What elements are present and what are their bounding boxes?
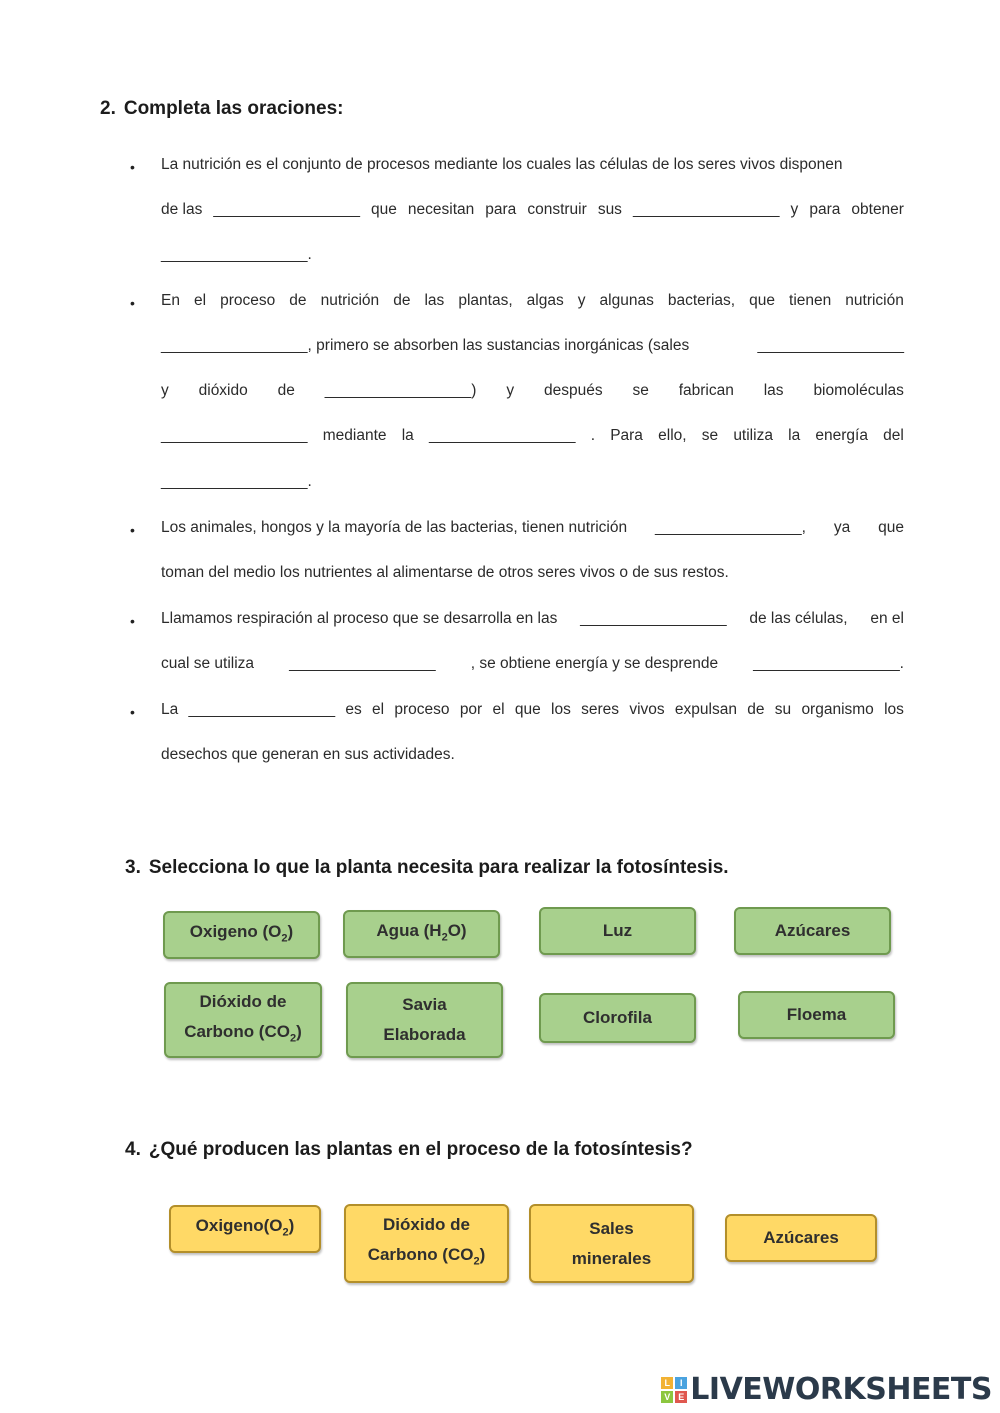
sentence-text: por bbox=[459, 701, 483, 718]
sentence-text: nutrición bbox=[320, 292, 380, 309]
answer-blank[interactable]: _________________ bbox=[188, 701, 336, 718]
section3-option-tile[interactable] bbox=[539, 907, 696, 955]
answer-blank[interactable]: _________________ bbox=[632, 201, 780, 218]
section3-option-tile[interactable] bbox=[346, 982, 503, 1058]
sentence-text: biomoléculas bbox=[813, 382, 904, 399]
answer-blank[interactable]: _________________, primero se absorben las sustancias inorgánicas (sales bbox=[161, 337, 690, 354]
sentence-text: Llamamos respiración al proceso que se desarrolla en las bbox=[161, 610, 558, 627]
sentence-text: tienen bbox=[789, 292, 832, 309]
bullet-3: • bbox=[130, 522, 135, 538]
sentence-text: para bbox=[485, 201, 517, 218]
sentence-text: construir bbox=[527, 201, 587, 218]
sentence-text: ya bbox=[833, 519, 851, 536]
section-2-number: 2. bbox=[100, 98, 116, 119]
sentence-text: necesitan bbox=[407, 201, 475, 218]
sentence-text: en el bbox=[870, 610, 904, 627]
section3-option-tile[interactable] bbox=[539, 993, 696, 1043]
sentence-text: y bbox=[506, 382, 515, 399]
sentence-text: utiliza bbox=[733, 427, 773, 444]
sentence-text: . bbox=[590, 427, 595, 444]
sentence-text: energía bbox=[815, 427, 868, 444]
answer-blank[interactable]: _________________ bbox=[289, 655, 436, 672]
answer-blank[interactable]: _________________. bbox=[161, 473, 312, 490]
answer-blank[interactable]: _________________ bbox=[428, 427, 576, 444]
sentence-text: que bbox=[514, 701, 541, 718]
sentence-text: de bbox=[747, 701, 765, 718]
answer-blank[interactable]: _________________) bbox=[324, 382, 477, 399]
sentence-text: del bbox=[883, 427, 904, 444]
sentence-text: de las células, bbox=[749, 610, 848, 627]
section3-option-tile[interactable] bbox=[164, 982, 322, 1058]
section3-option-tile[interactable] bbox=[163, 911, 320, 959]
sentence-text: después bbox=[543, 382, 603, 399]
tile-label-line1: Oxigeno $(O_2)$ bbox=[189, 921, 294, 945]
sentence-text: de las bbox=[161, 201, 203, 218]
section-3-title bbox=[125, 857, 729, 879]
sentence-line bbox=[161, 518, 904, 538]
sentence-text: , se obtiene energía y se desprende bbox=[470, 655, 719, 672]
section-3-number: 3. bbox=[125, 857, 141, 878]
sentence-text: proceso bbox=[394, 701, 450, 718]
sentence-text: los bbox=[551, 701, 571, 718]
sentence-text: Los animales, hongos y la mayoría de las bacterias, tienen nutrición bbox=[161, 519, 628, 536]
sentence-text: dióxido bbox=[198, 382, 248, 399]
sentence-text: de bbox=[393, 292, 411, 309]
sentence-text: el bbox=[194, 292, 207, 309]
sentence-text: y bbox=[161, 382, 169, 399]
sentence-text: nutrición bbox=[845, 292, 904, 309]
answer-blank[interactable]: _________________ bbox=[757, 337, 904, 354]
sentence-text: bacterias, bbox=[667, 292, 736, 309]
answer-blank[interactable]: _________________. bbox=[753, 655, 904, 672]
sentence-text: es bbox=[345, 701, 362, 718]
bullet-1: • bbox=[130, 159, 135, 175]
sentence-line bbox=[161, 336, 904, 356]
sentence-text: seres bbox=[581, 701, 620, 718]
answer-blank[interactable]: _________________ bbox=[213, 201, 360, 218]
liveworksheets-logo bbox=[661, 1372, 992, 1407]
tile-label-line2: Carbono $(CO_2)$ bbox=[184, 1021, 302, 1045]
sentence-text: En bbox=[161, 292, 180, 309]
sentence-text: cual se utiliza bbox=[161, 655, 255, 672]
sentence-text: algas bbox=[526, 292, 564, 309]
sentence-text: proceso bbox=[220, 292, 276, 309]
section-4-title-text: ¿Qué producen las plantas en el proceso de la fotosíntesis? bbox=[148, 1139, 693, 1160]
sentence-text: mediante bbox=[322, 427, 387, 444]
section-2-title-text: Completa las oraciones: bbox=[123, 98, 344, 119]
sentence-line bbox=[161, 426, 904, 446]
sentence-text: toman del medio los nutrientes al alimentarse de otros seres vivos o de sus restos. bbox=[161, 564, 729, 581]
sentence-text: desechos que generan en sus actividades. bbox=[161, 746, 455, 763]
sentence-text: se bbox=[701, 427, 719, 444]
tile-label-line1: Dióxido de bbox=[383, 1215, 470, 1235]
tile-label-line1: Dióxido de bbox=[199, 991, 287, 1011]
answer-blank[interactable]: _________________ bbox=[580, 610, 727, 627]
tile-label-line2: Elaborada bbox=[383, 1025, 466, 1044]
tile-label-line1: Savia bbox=[402, 995, 447, 1014]
section-2-title bbox=[100, 98, 343, 120]
answer-blank[interactable]: _________________, bbox=[655, 519, 806, 536]
sentence-text: expulsan bbox=[674, 701, 737, 718]
tile-label-line1: Floema bbox=[786, 1005, 847, 1024]
tile-label-line2: Carbono $(CO_2)$ bbox=[367, 1245, 486, 1268]
tile-label-line1: $Oxigeno(O_2)$ bbox=[195, 1215, 295, 1239]
sentence-text: se bbox=[632, 382, 649, 399]
sentence-text: su bbox=[774, 701, 792, 718]
sentence-text: para bbox=[809, 201, 841, 218]
section3-option-tile[interactable] bbox=[738, 991, 895, 1039]
sentence-text: de bbox=[277, 382, 295, 399]
sentence-line bbox=[161, 200, 904, 220]
sentence-line bbox=[161, 155, 904, 175]
section4-option-tile[interactable] bbox=[725, 1214, 877, 1262]
sentence-text: vivos bbox=[629, 701, 665, 718]
tile-label-line1: Azúcares bbox=[774, 921, 851, 940]
sentence-text: los bbox=[884, 701, 904, 718]
logo-mark-icon: L I V E bbox=[661, 1377, 687, 1403]
sentence-text: La nutrición es el conjunto de procesos mediante los cuales las células de los seres vivos disponen bbox=[161, 156, 843, 173]
bullet-4: • bbox=[130, 613, 135, 629]
sentence-text: las bbox=[424, 292, 445, 309]
sentence-line bbox=[161, 563, 904, 583]
tile-label-line2: minerales bbox=[571, 1248, 652, 1268]
sentence-text: algunas bbox=[599, 292, 654, 309]
sentence-line bbox=[161, 472, 904, 492]
tile-label-line1: Luz bbox=[602, 921, 633, 940]
sentence-text: Para bbox=[610, 427, 643, 444]
sentence-line bbox=[161, 291, 904, 311]
bullet-2: • bbox=[130, 295, 135, 311]
sentence-text: la bbox=[788, 427, 801, 444]
section-3-title-text: Selecciona lo que la planta necesita para realizar la fotosíntesis. bbox=[148, 857, 729, 878]
sentence-text: las bbox=[763, 382, 784, 399]
section4-option-tile[interactable] bbox=[529, 1204, 694, 1283]
sentence-text: organismo bbox=[801, 701, 874, 718]
sentence-text: obtener bbox=[851, 201, 904, 218]
sentence-text: La bbox=[161, 701, 179, 718]
sentence-line bbox=[161, 609, 904, 629]
sentence-line bbox=[161, 700, 904, 720]
sentence-text: que bbox=[878, 519, 904, 536]
sentence-line bbox=[161, 654, 904, 674]
section-4-number: 4. bbox=[125, 1139, 141, 1160]
sentence-text: ello, bbox=[658, 427, 687, 444]
section4-option-tile[interactable] bbox=[169, 1205, 321, 1253]
sentence-text: que bbox=[749, 292, 775, 309]
sentence-text: la bbox=[401, 427, 414, 444]
tile-label-line1: Azúcares bbox=[763, 1228, 839, 1247]
bullet-5: • bbox=[130, 704, 135, 720]
sentence-text: y bbox=[577, 292, 586, 309]
sentence-text: plantas, bbox=[458, 292, 513, 309]
section3-option-tile[interactable] bbox=[734, 907, 891, 955]
sentence-text: el bbox=[492, 701, 505, 718]
sentence-text: sus bbox=[597, 201, 622, 218]
tile-label-line1: Sales bbox=[589, 1218, 634, 1238]
tile-label-line1: Agua $(H_2O)$ bbox=[376, 920, 467, 944]
section-4-title bbox=[125, 1139, 693, 1161]
sentence-line bbox=[161, 245, 904, 265]
sentence-line bbox=[161, 381, 904, 401]
answer-blank[interactable]: _________________ bbox=[161, 427, 308, 444]
sentence-text: que bbox=[370, 201, 397, 218]
sentence-text: de bbox=[289, 292, 307, 309]
sentence-text: fabrican bbox=[678, 382, 734, 399]
section4-option-tile[interactable] bbox=[344, 1204, 509, 1283]
tile-label-line1: Clorofila bbox=[583, 1008, 652, 1027]
sentence-text: y bbox=[790, 201, 799, 218]
sentence-line bbox=[161, 745, 904, 765]
sentence-text: el bbox=[372, 701, 385, 718]
section3-option-tile[interactable] bbox=[343, 910, 500, 958]
answer-blank[interactable]: _________________. bbox=[161, 246, 312, 263]
logo-text: LIVEWORKSHEETS bbox=[690, 1372, 992, 1407]
